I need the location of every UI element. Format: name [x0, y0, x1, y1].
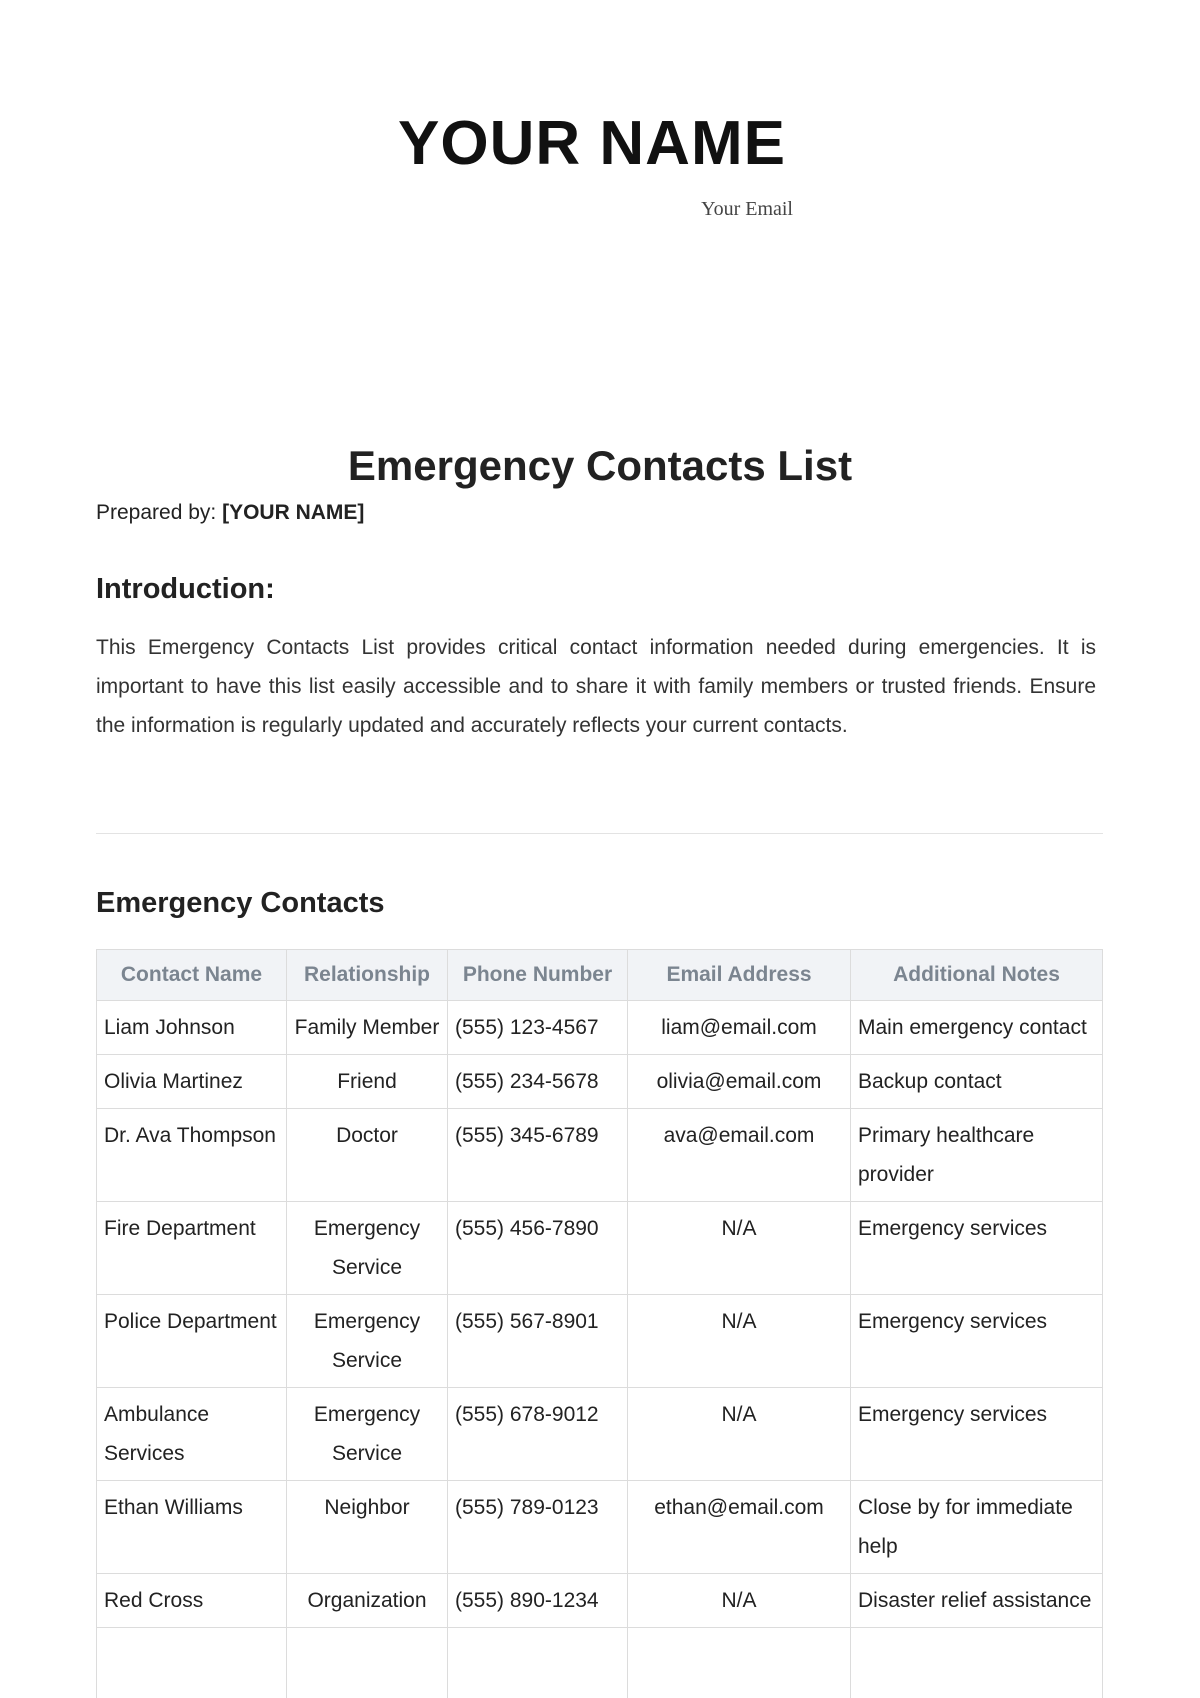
table-cell: Family Member — [287, 1001, 448, 1055]
table-cell: Emergency Service — [287, 1202, 448, 1295]
table-cell: N/A — [628, 1574, 851, 1628]
intro-heading: Introduction: — [96, 573, 275, 605]
table-cell: (555) 789-0123 — [448, 1481, 628, 1574]
table-row — [97, 1055, 1103, 1109]
table-cell: Backup contact — [851, 1055, 1103, 1109]
table-cell: (555) 456-7890 — [448, 1202, 628, 1295]
table-cell: Police Department — [97, 1295, 287, 1388]
table-row — [97, 1481, 1103, 1574]
table-cell: Main emergency contact — [851, 1001, 1103, 1055]
table-row — [97, 1001, 1103, 1055]
table-row-partial — [97, 1628, 1103, 1698]
table-cell: Primary healthcare provider — [851, 1109, 1103, 1202]
table-cell — [448, 1628, 628, 1698]
contacts-table — [96, 949, 1103, 1698]
table-cell: liam@email.com — [628, 1001, 851, 1055]
prepared-value: [YOUR NAME] — [222, 501, 365, 524]
page-title: Emergency Contacts List — [347, 442, 853, 489]
table-cell: Ethan Williams — [97, 1481, 287, 1574]
table-cell: Friend — [287, 1055, 448, 1109]
author-email: Your Email — [701, 198, 793, 220]
table-cell — [97, 1628, 287, 1698]
column-header: Email Address — [628, 950, 851, 1001]
column-header: Relationship — [287, 950, 448, 1001]
table-row — [97, 1388, 1103, 1481]
table-cell: Emergency services — [851, 1202, 1103, 1295]
table-cell: (555) 345-6789 — [448, 1109, 628, 1202]
table-cell: (555) 123-4567 — [448, 1001, 628, 1055]
table-cell: Fire Department — [97, 1202, 287, 1295]
table-cell: Organization — [287, 1574, 448, 1628]
table-cell: Dr. Ava Thompson — [97, 1109, 287, 1202]
table-cell: ethan@email.com — [628, 1481, 851, 1574]
table-cell: Emergency Service — [287, 1388, 448, 1481]
intro-text: This Emergency Contacts List provides critical contact information needed during emergencies. It is important to have this list easily accessible and to share it with family members or trusted friends. Ensure the information is regularly updated and accurately reflects your current contacts. — [96, 636, 1096, 737]
prepared-label: Prepared by: — [96, 501, 217, 524]
table-cell: Olivia Martinez — [97, 1055, 287, 1109]
table-cell: (555) 234-5678 — [448, 1055, 628, 1109]
column-header: Contact Name — [97, 950, 287, 1001]
divider — [96, 833, 1103, 834]
column-header: Phone Number — [448, 950, 628, 1001]
table-cell: ava@email.com — [628, 1109, 851, 1202]
table-row — [97, 1295, 1103, 1388]
table-cell: N/A — [628, 1295, 851, 1388]
table-cell: Liam Johnson — [97, 1001, 287, 1055]
author-name: YOUR NAME — [398, 109, 786, 178]
table-cell: Doctor — [287, 1109, 448, 1202]
prepared-by — [96, 501, 364, 525]
table-header-row — [97, 950, 1103, 1001]
table-cell: Close by for immediate help — [851, 1481, 1103, 1574]
table-cell: Emergency services — [851, 1388, 1103, 1481]
table-cell — [287, 1628, 448, 1698]
table-row — [97, 1109, 1103, 1202]
table-row — [97, 1574, 1103, 1628]
table-cell: (555) 678-9012 — [448, 1388, 628, 1481]
table-cell: Disaster relief assistance — [851, 1574, 1103, 1628]
table-cell: Neighbor — [287, 1481, 448, 1574]
table-cell: N/A — [628, 1202, 851, 1295]
table-cell: Red Cross — [97, 1574, 287, 1628]
table-cell: Emergency Service — [287, 1295, 448, 1388]
table-cell: olivia@email.com — [628, 1055, 851, 1109]
table-cell — [628, 1628, 851, 1698]
contacts-heading: Emergency Contacts — [96, 887, 385, 919]
table-cell: Emergency services — [851, 1295, 1103, 1388]
table-cell: N/A — [628, 1388, 851, 1481]
table-row — [97, 1202, 1103, 1295]
column-header: Additional Notes — [851, 950, 1103, 1001]
table-cell: (555) 890-1234 — [448, 1574, 628, 1628]
table-cell: (555) 567-8901 — [448, 1295, 628, 1388]
table-cell: Ambulance Services — [97, 1388, 287, 1481]
table-cell — [851, 1628, 1103, 1698]
